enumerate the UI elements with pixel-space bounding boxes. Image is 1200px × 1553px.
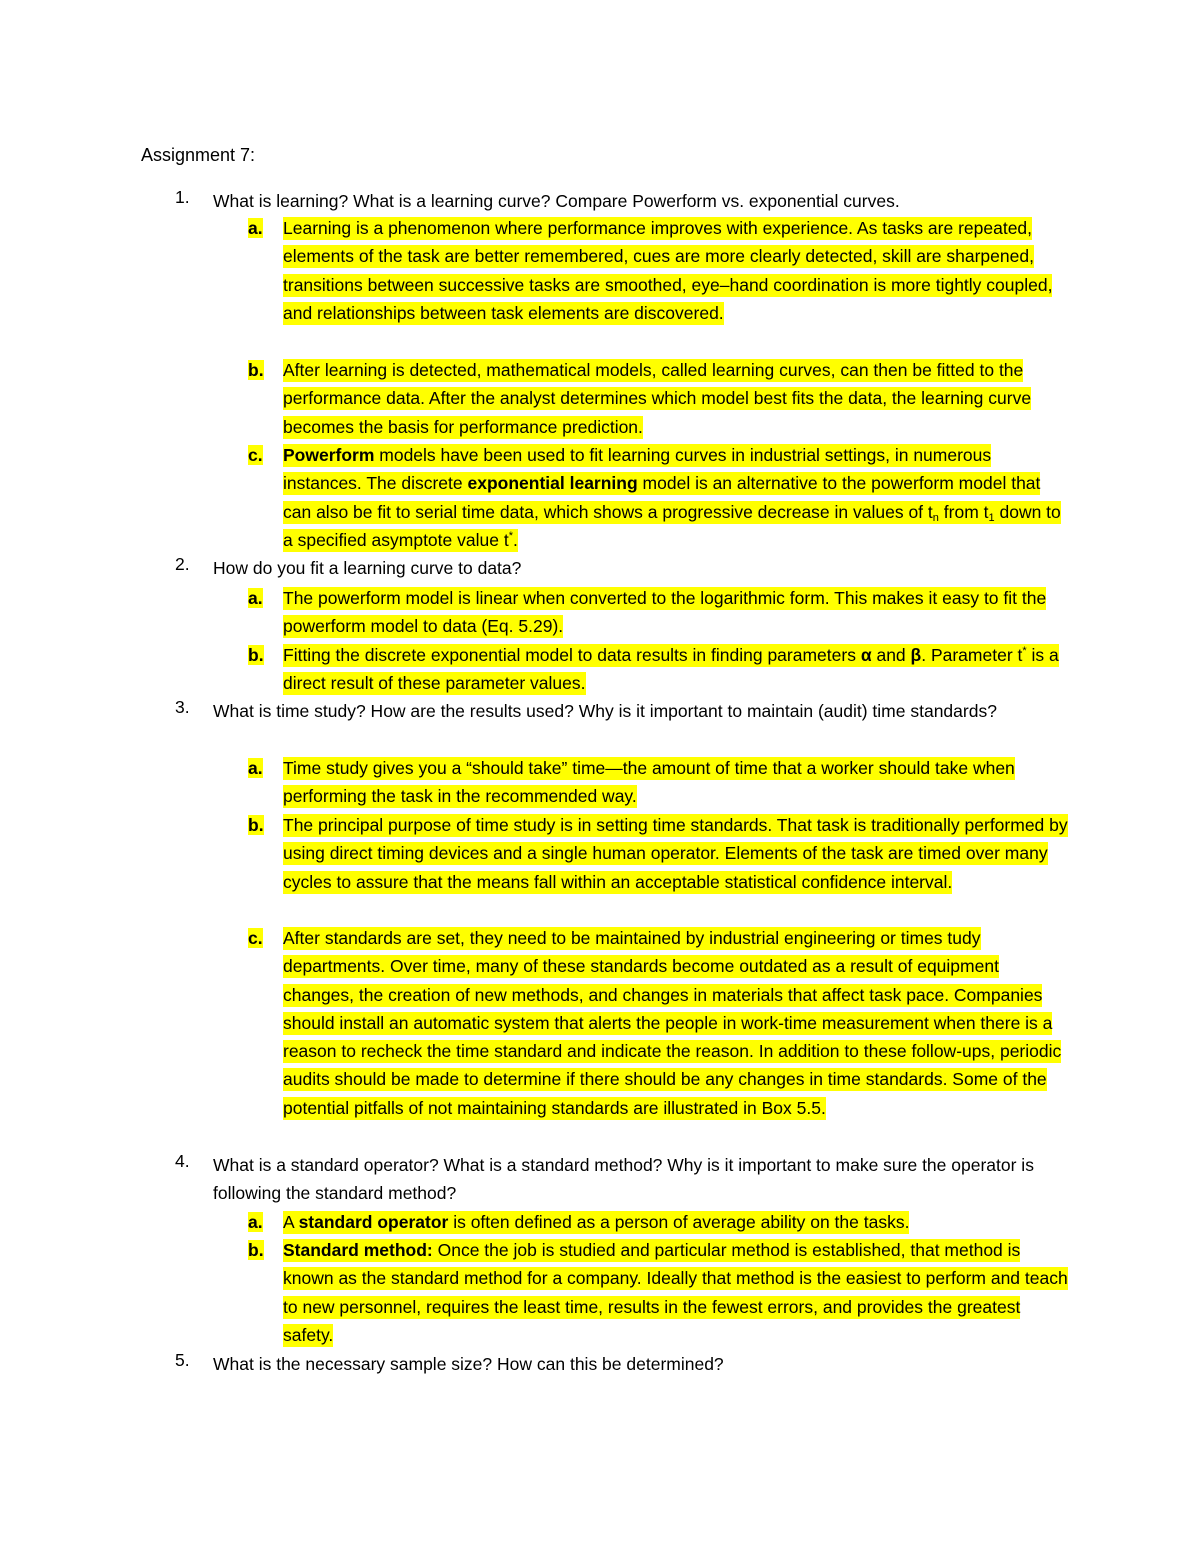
question-text: What is a standard operator? What is a standard method? Why is it important to make sure the operator is following the standard method?: [213, 1155, 1034, 1204]
answer-text: The principal purpose of time study is in setting time standards. That task is traditionally performed by using direct timing devices and a single human operator. Elements of the task are timed over many cycles to assure that the means fall within an acceptable statistical confidence interval.: [283, 815, 1068, 892]
question-text: What is the necessary sample size? How can this be determined?: [213, 1354, 724, 1374]
answer-4a: [248, 1208, 1068, 1236]
question-number: 4.: [175, 1151, 190, 1171]
answer-text: Standard method: Once the job is studied and particular method is established, that method is known as the standard method for a company. Ideally that method is the easiest to perform and teach to new personnel, requires the least time, results in the fewest errors, and provides the greatest safety.: [283, 1240, 1068, 1345]
answer-3a: [248, 754, 1068, 811]
answer-1a: [248, 214, 1068, 327]
answer-text: Powerform models have been used to fit learning curves in industrial settings, in numerous instances. The discrete exponential learning model is an alternative to the powerform model that can also be fit to serial time data, which shows a progressive decrease in values of $t_n$ from $t_1$ down to a specified asymptote value t*.: [283, 445, 1061, 550]
answer-text: After learning is detected, mathematical models, called learning curves, can then be fitted to the performance data. After the analyst determines which model best fits the data, the learning curve becomes the basis for performance prediction.: [283, 360, 1032, 437]
question-number: 5.: [175, 1350, 190, 1370]
answer-label: b.: [248, 360, 264, 380]
question-1: [175, 187, 1075, 215]
answer-1b: [248, 356, 1068, 441]
question-2: [175, 554, 1075, 582]
question-text: What is time study? How are the results used? Why is it important to maintain (audit) time standards?: [213, 701, 997, 721]
answer-3c: [248, 924, 1068, 1122]
question-text: How do you fit a learning curve to data?: [213, 558, 522, 578]
question-5: [175, 1350, 1075, 1378]
answer-2a: [248, 584, 1068, 641]
answer-label: b.: [248, 645, 264, 665]
term-standard-operator: standard operator: [298, 1212, 449, 1232]
question-number: 2.: [175, 554, 190, 574]
answer-label: c.: [248, 928, 263, 948]
answer-text: Fitting the discrete exponential model to data results in finding parameters α and β. Parameter t* is a direct result of these parameter values.: [283, 645, 1059, 694]
question-number: 1.: [175, 187, 190, 207]
answer-4b: [248, 1236, 1068, 1349]
answer-label: a.: [248, 758, 263, 778]
question-number: 3.: [175, 697, 190, 717]
answer-2b: [248, 641, 1068, 698]
answer-text: A standard operator is often defined as a person of average ability on the tasks.: [283, 1212, 910, 1232]
answer-label: a.: [248, 218, 263, 238]
assignment-title: Assignment 7:: [141, 145, 256, 165]
answer-label: a.: [248, 1212, 263, 1232]
answer-label: b.: [248, 815, 264, 835]
question-text: What is learning? What is a learning curve? Compare Powerform vs. exponential curves.: [213, 191, 900, 211]
question-3: [175, 697, 1075, 725]
answer-3b: [248, 811, 1068, 896]
question-4: [175, 1151, 1075, 1208]
answer-text: After standards are set, they need to be maintained by industrial engineering or times tudy departments. Over time, many of these standards become outdated as a result of equipment changes, the creation of new methods, and changes in materials that affect task pace. Companies should install an automatic system that alerts the people in work-time measurement when there is a reason to recheck the time standard and indicate the reason. In addition to these follow-ups, periodic audits should be made to determine if there should be any changes in time standards. Some of the potential pitfalls of not maintaining standards are illustrated in Box 5.5.: [283, 928, 1062, 1118]
answer-text: Time study gives you a “should take” time—the amount of time that a worker should take when performing the task in the recommended way.: [283, 758, 1015, 807]
answer-text: The powerform model is linear when converted to the logarithmic form. This makes it easy to fit the powerform model to data (Eq. 5.29).: [283, 588, 1047, 637]
answer-text: Learning is a phenomenon where performance improves with experience. As tasks are repeated, elements of the task are better remembered, cues are more clearly detected, skill are sharpened, transitions between successive tasks are smoothed, eye–hand coordination is more tightly coupled, and relationships between task elements are discovered.: [283, 218, 1053, 323]
answer-label: a.: [248, 588, 263, 608]
term-standard-method: Standard method:: [283, 1240, 433, 1260]
term-powerform: Powerform: [283, 445, 375, 465]
answer-label: c.: [248, 445, 263, 465]
answer-label: b.: [248, 1240, 264, 1260]
term-exponential-learning: exponential learning: [467, 473, 638, 494]
answer-1c: [248, 441, 1068, 554]
